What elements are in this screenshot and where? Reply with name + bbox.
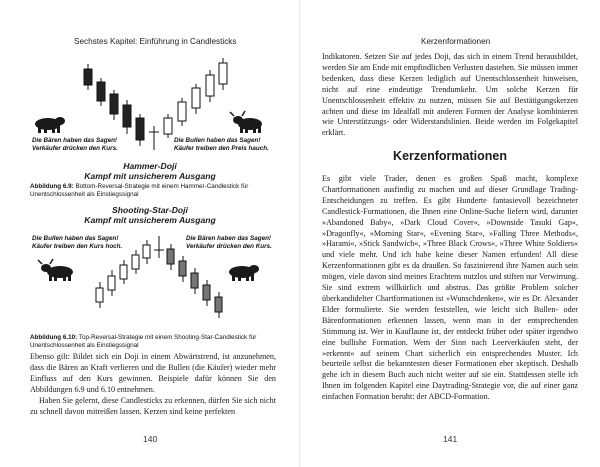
running-head-left: Sechstes Kapitel: Einführung in Candlesticks — [74, 37, 237, 46]
figure2-caption-label: Abbildung 6.10: — [30, 334, 78, 341]
right-page — [300, 0, 600, 467]
figure2-title-line2: Kampf mit unsicherem Ausgang — [84, 215, 216, 225]
bear-text2-line1: Die Bären haben das Sagen! — [186, 235, 272, 242]
left-paragraph-2: Haben Sie gelernt, diese Candlesticks zu erkennen, dürfen Sie sich nicht zu schnell davon mitreißen lassen. Kerzen sind keine perfekten — [30, 395, 276, 416]
right-intro-text — [322, 52, 578, 139]
figure1-caption — [30, 183, 280, 200]
bull-icon — [230, 111, 262, 133]
shooting-star-illustration — [30, 226, 272, 330]
right-section-paragraph: Es gibt viele Trader, denen es großen Spaß macht, komplexe Chartformationen ausfindig zu machen und auf dieser Grundlage Trading-Entscheidungen zu treffen. Es gibt Hunderte fantasievoll bezeichneter Candlestick-Formationen, die Ihnen eine Online-Suche liefern wird, darunter »Abandoned Baby«, »Dark Cloud Cover«, »Downside Tasuki Gap«, »Dragonfly«, »Morning Star«, »Evening Star«, »Falling Three Methods«, »Harami«, »Stick Sandwich«, »Three Black Crows«, »Three White Soldiers« und viele mehr. Und ich habe keine dieser Namen erfunden! All diese Kerzenformationen gibt es da draußen. So faszinierend ihre Namen auch sein mögen, viele davon sind meines Erachtens nutzlos und stiften nur Verwirrung. Sie sind extrem willkürlich und abstrus. Das größte Problem solcher überkandidelter Chartformationen ist »Wunschdenken«, wie es Dr. Alexander Elder formulierte. Sie werden feststellen, wie leicht sich Bullen- oder Bärenformationen erkennen lassen, wenn man in der entsprechenden Stimmung ist. Wer in Kauflaune ist, der entdeckt früher oder später irgendwo eine bullishe Formation. Wem der Sinn nach Leerverkäufen steht, der »erkennt« auf seinem Chart sicherlich ein entsprechendes Muster. Ich beurteile selbst die bekanntesten dieser Formationen eher skeptisch. Deshalb gehe ich in diesem Buch auch nicht weiter auf sie ein. Stattdessen stelle ich Ihnen im folgenden Kapitel eine Daytrading-Strategie vor, die auf einer ganz einfachen Formation beruht: der ABCD-Formation. — [322, 174, 578, 402]
running-head-right: Kerzenformationen — [421, 37, 491, 46]
figure1-caption-text: Bottom-Reversal-Strategie mit einem Hammer-Candlestick für Unentschlossenheit als Einstiegssignal — [30, 183, 249, 199]
figure2-caption-text: Top-Reversal-Strategie mit einem Shooting-Star-Candlestick für Unentschlossenheit als Einstiegssignal — [30, 334, 257, 350]
bull-text-line1: Die Bullen haben das Sagen! — [174, 137, 261, 144]
bear-text-line1: Die Bären haben das Sagen! — [32, 137, 118, 144]
section-heading: Kerzenformationen — [393, 149, 507, 163]
hammer-doji-illustration — [30, 54, 272, 158]
bull-text2-line1: Die Bullen haben das Sagen! — [32, 235, 119, 242]
figure-hammer-doji — [30, 54, 272, 158]
figure1-title-line1: Hammer-Doji — [123, 161, 177, 171]
bear-icon — [35, 117, 65, 133]
figure1-title-line2: Kampf mit unsicherem Ausgang — [84, 171, 216, 181]
figure1-caption-label: Abbildung 6.9: — [30, 183, 74, 190]
bull-text-line2: Käufer treiben den Preis hauch. — [174, 145, 269, 152]
left-paragraph-1: Ebenso gilt: Bildet sich ein Doji in einem Abwärtstrend, ist anzunehmen, dass die Bären an Kraft verlieren und die Bullen (die Käufer) wieder mehr Einfluss auf den Kurs gewinnen. Beispiele dafür können Sie den Abbildungen 6.9 und 6.10 entnehmen. — [30, 352, 276, 394]
right-intro-paragraph: Indikatoren. Setzen Sie auf jedes Doji, das sich in einem Trend herausbildet, werden Sie am Ende mit empfindlichen Verlusten dastehen. Sie müssen immer bedenken, dass diese Kerzen lediglich auf Unentschlossenheit hinweisen, nicht auf eine eindeutige Trendumkehr. Um solche Kerzen für Unentschlossenheit effektiv zu nutzen, müssen Sie auf Bestätigungskerzen achten und diese im Idealfall mit anderen Formen der Analyse kombinieren wie Unterstützungs- oder Widerstandslinien. Beide werden im Folgekapitel erklärt. — [322, 52, 578, 138]
right-section-text — [322, 174, 578, 403]
page-number-right: 141 — [443, 434, 458, 444]
page-number-left: 140 — [143, 434, 158, 444]
left-body-text — [30, 352, 276, 417]
figure2-caption — [30, 334, 280, 351]
bull-text2-line2: Käufer treiben den Kurs hoch. — [32, 243, 123, 250]
figure2-title-line1: Shooting-Star-Doji — [112, 205, 188, 215]
bear-text2-line2: Verkäufer drücken den Kurs. — [186, 243, 272, 250]
bear-icon — [229, 265, 259, 281]
bull-icon — [38, 259, 73, 281]
bear-text-line2: Verkäufer drücken den Kurs. — [32, 145, 118, 152]
figure-shooting-star-doji — [30, 226, 272, 330]
